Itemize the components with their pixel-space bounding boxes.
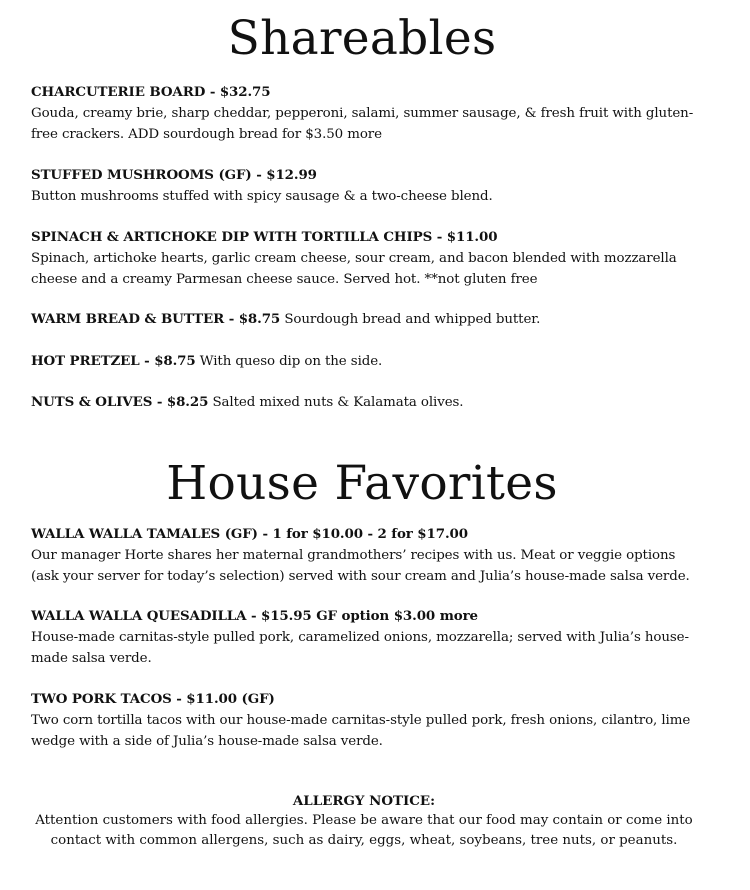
menu-item-stuffed-mushrooms: [31, 165, 699, 207]
menu-item-description: Button mushrooms stuffed with spicy sausage & a two-cheese blend.: [31, 189, 493, 204]
menu-item-description: House-made carnitas-style pulled pork, caramelized onions, mozzarella; served with Julia’s house-made salsa verde.: [31, 630, 689, 666]
menu-item-name: NUTS & OLIVES - $8.25: [31, 394, 209, 410]
menu-item-name: WALLA WALLA TAMALES (GF) - 1 for $10.00 - 2 for $17.00: [31, 526, 468, 542]
allergy-notice-title: ALLERGY NOTICE:: [292, 793, 436, 809]
menu-item-warm-bread-butter: [31, 309, 699, 330]
menu-item-name: WALLA WALLA QUESADILLA - $15.95 GF option $3.00 more: [31, 608, 478, 624]
allergy-notice-text: Attention customers with food allergies. Please be aware that our food may contain or come into contact with common allergens, such as dairy, eggs, wheat, soybeans, tree nuts, or peanuts.: [35, 813, 693, 848]
menu-item-description: Spinach, artichoke hearts, garlic cream cheese, sour cream, and bacon blended with mozzarella cheese and a creamy Parmesan cheese sauce. Served hot. **not gluten free: [31, 251, 677, 287]
menu-item-name: CHARCUTERIE BOARD - $32.75: [31, 84, 271, 100]
menu-item-description: Sourdough bread and whipped butter.: [284, 312, 541, 327]
menu-item-name: STUFFED MUSHROOMS (GF) - $12.99: [31, 167, 317, 183]
menu-item-nuts-olives: [31, 392, 699, 413]
section-title-shareables: Shareables: [227, 11, 497, 66]
menu-item-two-pork-tacos: [31, 689, 699, 752]
menu-item-description: Salted mixed nuts & Kalamata olives.: [212, 395, 464, 410]
menu-item-name: WARM BREAD & BUTTER - $8.75: [31, 311, 281, 327]
allergy-notice: [30, 791, 698, 851]
menu-item-charcuterie-board: [31, 82, 699, 145]
menu-item-name: TWO PORK TACOS - $11.00 (GF): [31, 691, 275, 707]
menu-item-walla-walla-tamales: [31, 524, 699, 587]
menu-item-name: SPINACH & ARTICHOKE DIP WITH TORTILLA CHIPS - $11.00: [31, 229, 498, 245]
menu-item-name: HOT PRETZEL - $8.75: [31, 353, 196, 369]
menu-item-walla-walla-quesadilla: [31, 606, 699, 669]
menu-item-description: Our manager Horte shares her maternal grandmothers’ recipes with us. Meat or veggie options (ask your server for today’s selection) served with sour cream and Julia’s house-made salsa verde.: [31, 548, 690, 584]
section-title-house-favorites: House Favorites: [166, 456, 558, 511]
menu-item-spinach-artichoke-dip: [31, 227, 699, 290]
menu-item-description: With queso dip on the side.: [199, 354, 383, 369]
menu-item-hot-pretzel: [31, 351, 699, 372]
menu-item-description: Gouda, creamy brie, sharp cheddar, pepperoni, salami, summer sausage, & fresh fruit with gluten-free crackers. ADD sourdough bread for $3.50 more: [31, 106, 694, 142]
menu-item-description: Two corn tortilla tacos with our house-made carnitas-style pulled pork, fresh onions, cilantro, lime wedge with a side of Julia’s house-made salsa verde.: [31, 713, 691, 749]
